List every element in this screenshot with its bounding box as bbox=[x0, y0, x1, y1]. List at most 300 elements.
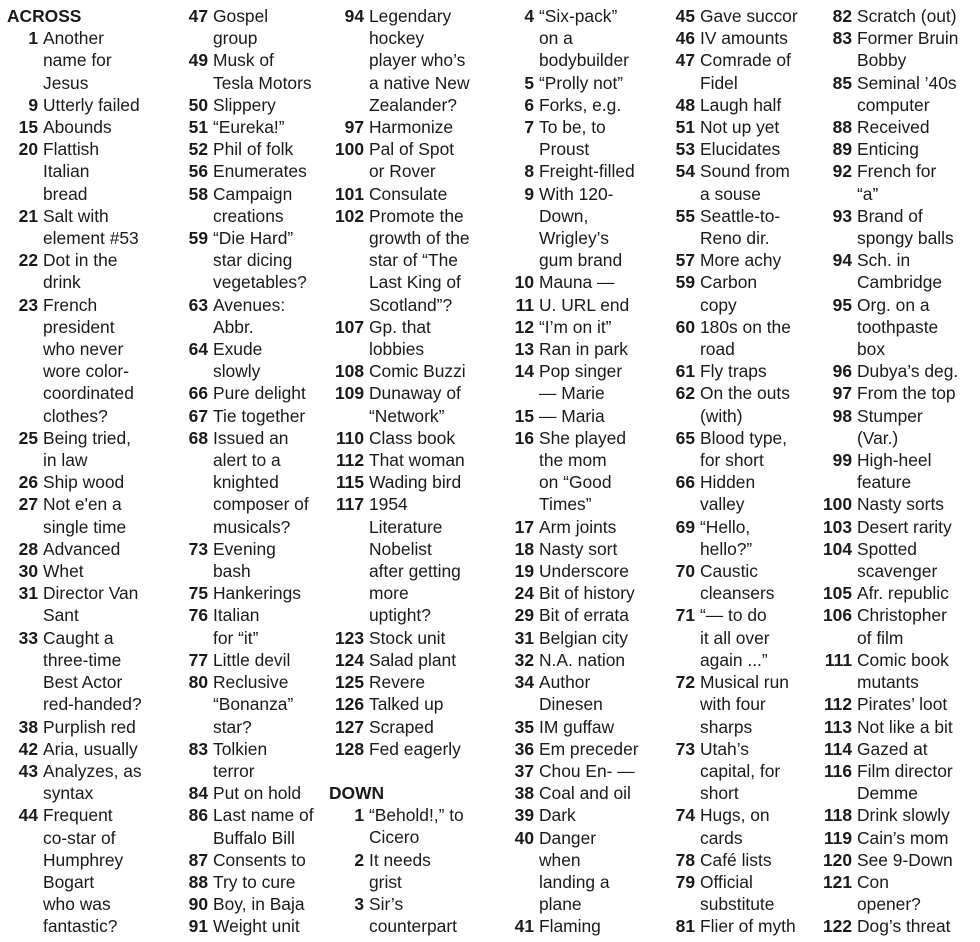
clue-number: 81 bbox=[675, 916, 695, 937]
clue-item bbox=[817, 582, 977, 604]
clue-number: 82 bbox=[832, 6, 852, 26]
clue-text: Hidden valley bbox=[700, 472, 756, 515]
clue-number: 123 bbox=[334, 627, 364, 648]
clue-text: Org. on a toothpaste box bbox=[857, 294, 939, 360]
clue-text: Not up yet bbox=[700, 117, 780, 138]
clue-text: Flier of myth bbox=[700, 916, 796, 937]
clue-number: 121 bbox=[822, 871, 852, 892]
clue-number: 65 bbox=[675, 427, 695, 448]
clue-number: 37 bbox=[514, 760, 534, 781]
clue-number: 41 bbox=[514, 916, 534, 937]
clue-item bbox=[7, 560, 165, 582]
clue-text: Sch. in Cambridge bbox=[857, 250, 943, 293]
clue-item bbox=[329, 205, 499, 316]
clue-item bbox=[329, 693, 499, 715]
clue-text: Seattle-to- Reno dir. bbox=[700, 205, 781, 249]
clue-item bbox=[664, 604, 814, 671]
clue-text: Weight unit bbox=[213, 916, 300, 937]
clue-number: 87 bbox=[188, 849, 208, 870]
clue-text: Seminal ’40s computer bbox=[857, 72, 957, 115]
clue-text: Harmonize bbox=[369, 117, 454, 138]
clue-text: Author Dinesen bbox=[539, 672, 603, 715]
clue-number: 35 bbox=[514, 716, 534, 737]
clue-item bbox=[817, 160, 977, 204]
clue-item bbox=[177, 649, 327, 671]
clue-item bbox=[664, 849, 814, 871]
clue-number: 104 bbox=[822, 538, 852, 559]
clue-text: Musk of Tesla Motors bbox=[213, 50, 312, 93]
clue-item bbox=[329, 427, 499, 449]
clue-item bbox=[817, 871, 977, 915]
clue-text: Italian for “it” bbox=[213, 605, 260, 648]
clue-text: Mauna — bbox=[539, 272, 615, 293]
clue-item bbox=[177, 849, 327, 871]
clue-item bbox=[329, 738, 499, 760]
clue-item bbox=[177, 5, 327, 49]
clue-text: N.A. nation bbox=[539, 649, 626, 670]
clue-number: 93 bbox=[832, 205, 852, 226]
clue-item bbox=[7, 205, 165, 249]
clue-text: Sound from a souse bbox=[700, 161, 790, 204]
clue-item bbox=[7, 538, 165, 560]
clue-item bbox=[329, 382, 499, 426]
clue-item bbox=[817, 516, 977, 538]
clue-number: 45 bbox=[675, 6, 695, 26]
clue-item bbox=[664, 804, 814, 848]
clue-text: Boy, in Baja bbox=[213, 894, 305, 915]
clue-item bbox=[329, 671, 499, 693]
clue-item bbox=[664, 116, 814, 138]
clue-number: 60 bbox=[675, 316, 695, 337]
clue-item bbox=[177, 671, 327, 738]
clue-text: Dog’s threat bbox=[857, 916, 951, 937]
clue-item bbox=[329, 449, 499, 471]
clue-text: Stock unit bbox=[369, 627, 446, 648]
clue-text: Ran in park bbox=[539, 339, 628, 360]
clue-text: Comrade of Fidel bbox=[700, 50, 791, 93]
clue-text: “Eureka!” bbox=[213, 117, 285, 138]
clue-number: 21 bbox=[18, 205, 38, 226]
clue-item bbox=[177, 738, 327, 782]
clue-number: 77 bbox=[188, 649, 208, 670]
clue-text: Purplish red bbox=[43, 716, 136, 737]
clue-item bbox=[664, 871, 814, 915]
clue-number: 112 bbox=[335, 450, 364, 471]
clue-item bbox=[329, 627, 499, 649]
clue-text: IV amounts bbox=[700, 28, 788, 49]
clue-number: 88 bbox=[832, 117, 852, 138]
clue-item bbox=[817, 604, 977, 648]
clue-number: 108 bbox=[334, 361, 364, 382]
clue-item bbox=[817, 116, 977, 138]
clue-item bbox=[503, 427, 653, 516]
clue-text: On the outs (with) bbox=[700, 383, 790, 426]
clue-number: 97 bbox=[832, 383, 852, 404]
clue-item bbox=[664, 49, 814, 93]
clue-text: Try to cure bbox=[213, 871, 296, 892]
clue-item bbox=[664, 915, 814, 937]
clue-item bbox=[177, 582, 327, 604]
clue-number: 38 bbox=[18, 716, 38, 737]
clue-text: “— to do it all over again ...” bbox=[700, 605, 770, 670]
clue-text: Em preceder bbox=[539, 738, 639, 759]
clue-item bbox=[503, 116, 653, 160]
clue-item bbox=[7, 738, 165, 760]
clue-item bbox=[177, 604, 327, 648]
clue-text: Utah’s capital, for short bbox=[700, 738, 781, 804]
clue-text: Abounds bbox=[43, 117, 112, 138]
clue-number: 3 bbox=[354, 893, 364, 914]
clue-number: 58 bbox=[188, 183, 208, 204]
clue-number: 20 bbox=[18, 139, 38, 160]
clue-item bbox=[177, 116, 327, 138]
clue-item bbox=[664, 516, 814, 560]
clue-item bbox=[177, 405, 327, 427]
clue-item bbox=[177, 782, 327, 804]
clue-item bbox=[817, 849, 977, 871]
clue-text: Flattish Italian bread bbox=[43, 139, 100, 204]
clue-item bbox=[503, 72, 653, 94]
clue-text: Drink slowly bbox=[857, 805, 950, 826]
clue-text: Put on hold bbox=[213, 783, 301, 804]
clue-number: 33 bbox=[18, 627, 38, 648]
clue-item bbox=[817, 827, 977, 849]
clue-item bbox=[817, 5, 977, 27]
clue-text: IM guffaw bbox=[539, 716, 615, 737]
clue-text: Bit of history bbox=[539, 583, 635, 604]
clue-text: Fed eagerly bbox=[369, 738, 461, 759]
clue-number: 99 bbox=[832, 450, 852, 471]
clue-text: Little devil bbox=[213, 649, 291, 670]
clue-number: 124 bbox=[334, 649, 364, 670]
clue-item bbox=[817, 738, 977, 760]
clue-text: Scratch (out) bbox=[857, 6, 957, 26]
clue-column-5 bbox=[664, 5, 814, 938]
clue-text: Dubya’s deg. bbox=[857, 361, 959, 382]
clue-number: 62 bbox=[675, 383, 695, 404]
clue-text: Aria, usually bbox=[43, 738, 138, 759]
clue-text: Coal and oil bbox=[539, 783, 631, 804]
clue-text: Consulate bbox=[369, 183, 448, 204]
clue-number: 94 bbox=[344, 6, 364, 26]
clue-text: Utterly failed bbox=[43, 94, 140, 115]
clue-number: 1 bbox=[28, 28, 38, 49]
clue-item bbox=[177, 160, 327, 182]
clue-number: 76 bbox=[188, 605, 208, 626]
clue-item bbox=[664, 471, 814, 515]
clue-text: Nasty sort bbox=[539, 538, 618, 559]
clue-item bbox=[7, 493, 165, 537]
clue-number: 84 bbox=[188, 783, 208, 804]
clue-item bbox=[503, 183, 653, 272]
clue-item bbox=[817, 138, 977, 160]
clue-number: 17 bbox=[514, 516, 534, 537]
clue-text: Belgian city bbox=[539, 627, 628, 648]
clue-item bbox=[7, 427, 165, 471]
clue-number: 119 bbox=[823, 827, 852, 848]
clue-number: 115 bbox=[335, 472, 364, 493]
clue-text: Last name of Buffalo Bill bbox=[213, 805, 314, 848]
clue-number: 120 bbox=[822, 849, 852, 870]
clue-text: Enticing bbox=[857, 139, 919, 160]
clue-text: Comic Buzzi bbox=[369, 361, 466, 382]
clue-text: Christopher of film bbox=[857, 605, 947, 648]
clue-item bbox=[817, 360, 977, 382]
clue-text: Legendary hockey player who’s a native New Zealander? bbox=[369, 6, 470, 115]
clue-text: Dot in the drink bbox=[43, 250, 118, 293]
clue-text: Pop singer — Marie bbox=[539, 361, 623, 404]
clue-item bbox=[329, 5, 499, 116]
clue-text: “I’m on it” bbox=[539, 316, 612, 337]
clue-number: 89 bbox=[832, 139, 852, 160]
clue-number: 49 bbox=[188, 50, 208, 71]
clue-item bbox=[7, 804, 165, 937]
clue-item bbox=[503, 538, 653, 560]
clue-text: Nasty sorts bbox=[857, 494, 944, 515]
clue-number: 118 bbox=[823, 805, 852, 826]
clue-text: 1954 Literature Nobelist after getting more uptight? bbox=[369, 494, 461, 626]
clue-text: Reclusive “Bonanza” star? bbox=[213, 672, 294, 737]
clue-text: Hugs, on cards bbox=[700, 805, 770, 848]
clue-number: 7 bbox=[524, 117, 534, 138]
clue-number: 116 bbox=[823, 760, 852, 781]
clue-number: 66 bbox=[675, 472, 695, 493]
clue-item bbox=[503, 915, 653, 937]
clue-number: 14 bbox=[514, 361, 534, 382]
clue-item bbox=[7, 27, 165, 94]
clue-number: 48 bbox=[675, 94, 695, 115]
clue-number: 11 bbox=[515, 294, 534, 315]
clue-number: 15 bbox=[18, 117, 38, 138]
clue-item bbox=[817, 294, 977, 361]
clue-text: To be, to Proust bbox=[539, 117, 606, 160]
clue-number: 36 bbox=[514, 738, 534, 759]
clue-text: Advanced bbox=[43, 538, 121, 559]
clue-text: Being tried, in law bbox=[43, 427, 131, 471]
clue-text: Gazed at bbox=[857, 738, 928, 759]
clue-item bbox=[329, 316, 499, 360]
clue-number: 10 bbox=[514, 272, 534, 293]
clue-number: 112 bbox=[823, 694, 852, 715]
clue-number: 44 bbox=[18, 805, 38, 826]
clue-item bbox=[503, 5, 653, 72]
clue-text: Received bbox=[857, 117, 930, 138]
clue-number: 91 bbox=[188, 916, 208, 937]
clue-text: Freight-filled bbox=[539, 161, 635, 182]
clue-number: 67 bbox=[188, 405, 208, 426]
clue-text: Spotted scavenger bbox=[857, 538, 938, 582]
clue-item bbox=[7, 627, 165, 716]
clue-number: 42 bbox=[18, 738, 38, 759]
clue-number: 59 bbox=[188, 228, 208, 249]
clue-number: 31 bbox=[514, 627, 534, 648]
clue-item bbox=[7, 471, 165, 493]
clue-text: That woman bbox=[369, 450, 465, 471]
clue-text: From the top bbox=[857, 383, 956, 404]
clue-number: 43 bbox=[18, 760, 38, 781]
clue-text: Stumper (Var.) bbox=[857, 405, 923, 448]
clue-item bbox=[177, 338, 327, 382]
clue-item bbox=[817, 205, 977, 249]
clue-number: 4 bbox=[524, 6, 534, 26]
clue-number: 83 bbox=[832, 28, 852, 49]
clue-item bbox=[817, 449, 977, 493]
clue-number: 79 bbox=[675, 871, 695, 892]
clue-number: 29 bbox=[514, 605, 534, 626]
clue-number: 53 bbox=[675, 139, 695, 160]
clue-item bbox=[7, 116, 165, 138]
clue-text: “Prolly not” bbox=[539, 72, 624, 93]
clue-number: 85 bbox=[832, 72, 852, 93]
clue-text: Phil of folk bbox=[213, 139, 294, 160]
clue-number: 59 bbox=[675, 272, 695, 293]
clue-text: It needs grist bbox=[369, 849, 431, 892]
down-heading: DOWN bbox=[329, 782, 385, 803]
clue-text: Director Van Sant bbox=[43, 583, 139, 626]
clue-item bbox=[503, 516, 653, 538]
clue-number: 61 bbox=[675, 361, 695, 382]
clue-text: She played the mom on “Good Times” bbox=[539, 427, 627, 515]
clue-number: 106 bbox=[822, 605, 852, 626]
clue-item bbox=[177, 138, 327, 160]
clue-number: 12 bbox=[514, 316, 534, 337]
clue-text: Brand of spongy balls bbox=[857, 205, 954, 249]
clue-item bbox=[177, 49, 327, 93]
clue-item bbox=[503, 760, 653, 782]
clue-item bbox=[664, 427, 814, 471]
clue-text: “Die Hard” star dicing vegetables? bbox=[213, 228, 307, 293]
clue-number: 122 bbox=[822, 916, 852, 937]
clue-item bbox=[664, 360, 814, 382]
clue-text: Pure delight bbox=[213, 383, 306, 404]
clue-item bbox=[664, 249, 814, 271]
clue-item bbox=[664, 94, 814, 116]
clue-text: Slippery bbox=[213, 94, 276, 115]
clue-number: 128 bbox=[334, 738, 364, 759]
clue-number: 51 bbox=[675, 117, 695, 138]
clue-item bbox=[329, 183, 499, 205]
clue-text: Salt with element #53 bbox=[43, 205, 139, 249]
clue-text: French for “a” bbox=[857, 161, 937, 204]
clue-item bbox=[664, 138, 814, 160]
clue-text: Caught a three-time Best Actor red-handed? bbox=[43, 627, 142, 715]
clue-number: 95 bbox=[832, 294, 852, 315]
clue-text: Exude slowly bbox=[213, 339, 263, 382]
clue-text: Tolkien terror bbox=[213, 738, 268, 781]
across-heading: ACROSS bbox=[7, 6, 82, 26]
clue-text: Promote the growth of the star of “The Last King of Scotland”? bbox=[369, 205, 470, 315]
clue-text: Evening bash bbox=[213, 538, 276, 582]
clue-text: Official substitute bbox=[700, 871, 775, 915]
clue-item bbox=[503, 294, 653, 316]
clue-item bbox=[177, 227, 327, 294]
clue-text: Chou En- — bbox=[539, 760, 635, 781]
clue-number: 117 bbox=[335, 494, 364, 515]
clue-number: 51 bbox=[188, 117, 208, 138]
clue-number: 8 bbox=[524, 161, 534, 182]
clue-number: 102 bbox=[334, 205, 364, 226]
clue-item bbox=[503, 338, 653, 360]
clue-number: 55 bbox=[675, 205, 695, 226]
clue-number: 18 bbox=[514, 538, 534, 559]
clue-item bbox=[329, 116, 499, 138]
clue-text: Dunaway of “Network” bbox=[369, 383, 461, 426]
clue-text: Revere bbox=[369, 672, 426, 693]
clue-number: 25 bbox=[18, 427, 38, 448]
clue-item bbox=[503, 271, 653, 293]
clue-text: Scraped bbox=[369, 716, 434, 737]
clue-item bbox=[177, 871, 327, 893]
clue-number: 100 bbox=[822, 494, 852, 515]
clue-text: Enumerates bbox=[213, 161, 307, 182]
clue-item bbox=[329, 649, 499, 671]
clue-text: Wading bird bbox=[369, 472, 462, 493]
clue-item bbox=[503, 604, 653, 626]
clue-item bbox=[817, 760, 977, 804]
clue-number: 15 bbox=[514, 405, 534, 426]
clue-number: 32 bbox=[514, 649, 534, 670]
clue-number: 6 bbox=[524, 94, 534, 115]
clue-column-3 bbox=[329, 5, 499, 937]
clue-number: 1 bbox=[354, 805, 364, 826]
clue-number: 80 bbox=[188, 672, 208, 693]
clue-item bbox=[7, 249, 165, 293]
clue-item bbox=[503, 738, 653, 760]
clue-text: Underscore bbox=[539, 561, 629, 582]
clue-text: “Hello, hello?” bbox=[700, 516, 753, 559]
clue-number: 39 bbox=[514, 805, 534, 826]
clue-number: 126 bbox=[334, 694, 364, 715]
clue-number: 5 bbox=[524, 72, 534, 93]
clue-number: 110 bbox=[335, 427, 364, 448]
clue-item bbox=[503, 827, 653, 916]
clue-text: Arm joints bbox=[539, 516, 617, 537]
clue-item bbox=[177, 294, 327, 338]
clue-text: Issued an alert to a knighted composer of musicals? bbox=[213, 427, 309, 537]
clue-item bbox=[329, 804, 499, 848]
clue-item bbox=[817, 693, 977, 715]
clue-number: 50 bbox=[188, 94, 208, 115]
clue-number: 70 bbox=[675, 561, 695, 582]
clue-text: Hankerings bbox=[213, 583, 301, 604]
clue-text: Pal of Spot or Rover bbox=[369, 139, 455, 182]
clue-number: 97 bbox=[344, 117, 364, 138]
clue-number: 34 bbox=[514, 672, 534, 693]
clue-item bbox=[817, 915, 977, 937]
clue-number: 78 bbox=[675, 849, 695, 870]
clue-number: 64 bbox=[188, 339, 208, 360]
clue-number: 9 bbox=[28, 94, 38, 115]
clue-number: 19 bbox=[514, 561, 534, 582]
clue-text: Film director Demme bbox=[857, 760, 953, 804]
clue-number: 47 bbox=[675, 50, 695, 71]
clue-text: Bit of errata bbox=[539, 605, 629, 626]
clue-text: Gospel group bbox=[213, 6, 269, 49]
clue-text: Blood type, for short bbox=[700, 427, 788, 471]
clue-text: 180s on the road bbox=[700, 316, 791, 360]
clue-item bbox=[177, 382, 327, 404]
clue-number: 92 bbox=[832, 161, 852, 182]
clue-number: 28 bbox=[18, 538, 38, 559]
clue-number: 27 bbox=[18, 494, 38, 515]
clue-number: 52 bbox=[188, 139, 208, 160]
clue-item bbox=[503, 360, 653, 404]
clue-text: Café lists bbox=[700, 849, 772, 870]
clue-text: Gp. that lobbies bbox=[369, 316, 431, 360]
clue-number: 100 bbox=[334, 139, 364, 160]
clue-item bbox=[664, 560, 814, 604]
clue-item bbox=[329, 716, 499, 738]
